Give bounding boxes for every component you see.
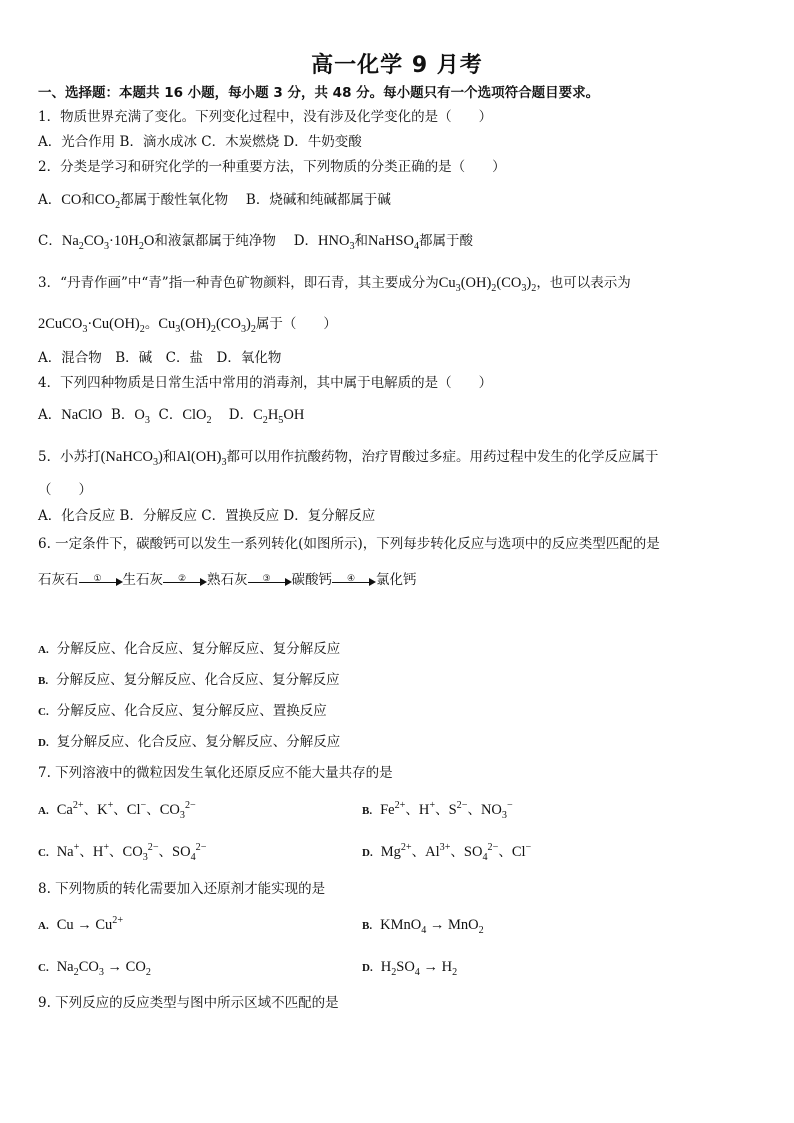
question-2-stem: 2．分类是学习和研究化学的一种重要方法，下列物质的分类正确的是（ ） bbox=[38, 159, 506, 175]
question-9-stem: 9. 下列反应的反应类型与图中所示区域不匹配的是 bbox=[38, 995, 339, 1011]
question-8-option-c: C. $Na_2CO_3 \to CO_2$ bbox=[38, 959, 151, 978]
chain-node: 氯化钙 bbox=[376, 572, 417, 588]
question-1-stem: 1．物质世界充满了变化。下列变化过程中，没有涉及化学变化的是（ ） bbox=[38, 109, 493, 125]
question-6-option-b: B. 分解反应、复分解反应、化合反应、复分解反应 bbox=[38, 672, 340, 688]
chain-node: 熟石灰 bbox=[207, 572, 248, 588]
question-6-option-d: D. 复分解反应、化合反应、复分解反应、分解反应 bbox=[38, 734, 341, 750]
question-7-stem: 7. 下列溶液中的微粒因发生氧化还原反应不能大量共存的是 bbox=[38, 765, 393, 781]
question-3-options: A．混合物 B．碱 C．盐 D．氧化物 bbox=[38, 350, 282, 366]
section-heading: 一、选择题：本题共 16 小题，每小题 3 分，共 48 分。每小题只有一个选项符合题目要求。 bbox=[38, 85, 600, 101]
question-3-stem-line2: $2CuCO_3\cdot Cu(OH)_2$。$Cu_3(OH)_2(CO_3)_2$属于（ ） bbox=[38, 316, 337, 335]
question-1-options: A．光合作用 B．滴水成冰 C．木炭燃烧 D．牛奶变酸 bbox=[38, 134, 362, 150]
question-8-stem: 8. 下列物质的转化需要加入还原剂才能实现的是 bbox=[38, 881, 326, 897]
question-7-option-c: C. Na+、H+、$CO_3^{2-}$、$SO_4^{2-}$ bbox=[38, 842, 207, 863]
question-6-stem: 6. 一定条件下，碳酸钙可以发生一系列转化(如图所示)，下列每步转化反应与选项中的反应类型匹配的是 bbox=[38, 536, 660, 552]
question-2-options-ab: A．CO和$CO_2$都属于酸性氧化物 B．烧碱和纯碱都属于碱 bbox=[38, 192, 391, 211]
question-8-option-b: B. KMnO$_4$ → MnO$_2$ bbox=[362, 917, 484, 936]
question-2-options-cd: C．$Na_2CO_3\cdot 10H_2O$和液氯都属于纯净物 D．$HNO_3$和NaHSO$_4$都属于酸 bbox=[38, 233, 473, 252]
question-8-option-d: D. $H_2SO_4 \to H_2$ bbox=[362, 959, 458, 978]
question-7-option-d: D. $Mg^{2+}$、$Al^{3+}$、$SO_4^{2-}$、Cl− bbox=[362, 842, 532, 863]
question-4-stem: 4．下列四种物质是日常生活中常用的消毒剂，其中属于电解质的是（ ） bbox=[38, 375, 493, 391]
reaction-arrow: ① bbox=[79, 574, 123, 588]
question-7-option-b: B. $Fe^{2+}$、H+、$S^{2-}$、$NO_3^-$ bbox=[362, 800, 513, 821]
reaction-arrow: ② bbox=[163, 574, 207, 588]
question-5-options: A．化合反应 B．分解反应 C．置换反应 D．复分解反应 bbox=[38, 508, 376, 524]
question-5-stem: 5．小苏打(NaHCO$_3$)和$Al(OH)_3$都可以用作抗酸药物，治疗胃酸过多症。用药过程中发生的化学反应属于 bbox=[38, 449, 659, 468]
reaction-arrow: ④ bbox=[332, 574, 376, 588]
question-7-option-a: A. $Ca^{2+}$、K+、Cl−、$CO_3^{2-}$ bbox=[38, 800, 196, 821]
chain-node: 石灰石 bbox=[38, 572, 79, 588]
question-6-option-c: C. 分解反应、化合反应、复分解反应、置换反应 bbox=[38, 703, 327, 719]
chain-node: 碳酸钙 bbox=[291, 572, 332, 588]
chain-node: 生石灰 bbox=[122, 572, 163, 588]
question-5-paren: （ ） bbox=[38, 482, 92, 498]
question-4-options: A．NaClO B．$O_3$ C．ClO$_2$ D．$C_2H_5OH$ bbox=[38, 407, 305, 426]
page-title: 高一化学 9 月考 bbox=[311, 53, 483, 78]
question-6-option-a: A. 分解反应、化合反应、复分解反应、复分解反应 bbox=[38, 641, 341, 657]
question-3-stem: 3．“丹青作画”中“青”指一种青色矿物颜料，即石青，其主要成分为$Cu_3(OH)_2(CO_3)_2$，也可以表示为 bbox=[38, 275, 631, 294]
reaction-arrow: ③ bbox=[248, 574, 292, 588]
conversion-chain bbox=[38, 571, 417, 589]
question-8-option-a: A. $Cu \to Cu^{2+}$ bbox=[38, 915, 124, 933]
